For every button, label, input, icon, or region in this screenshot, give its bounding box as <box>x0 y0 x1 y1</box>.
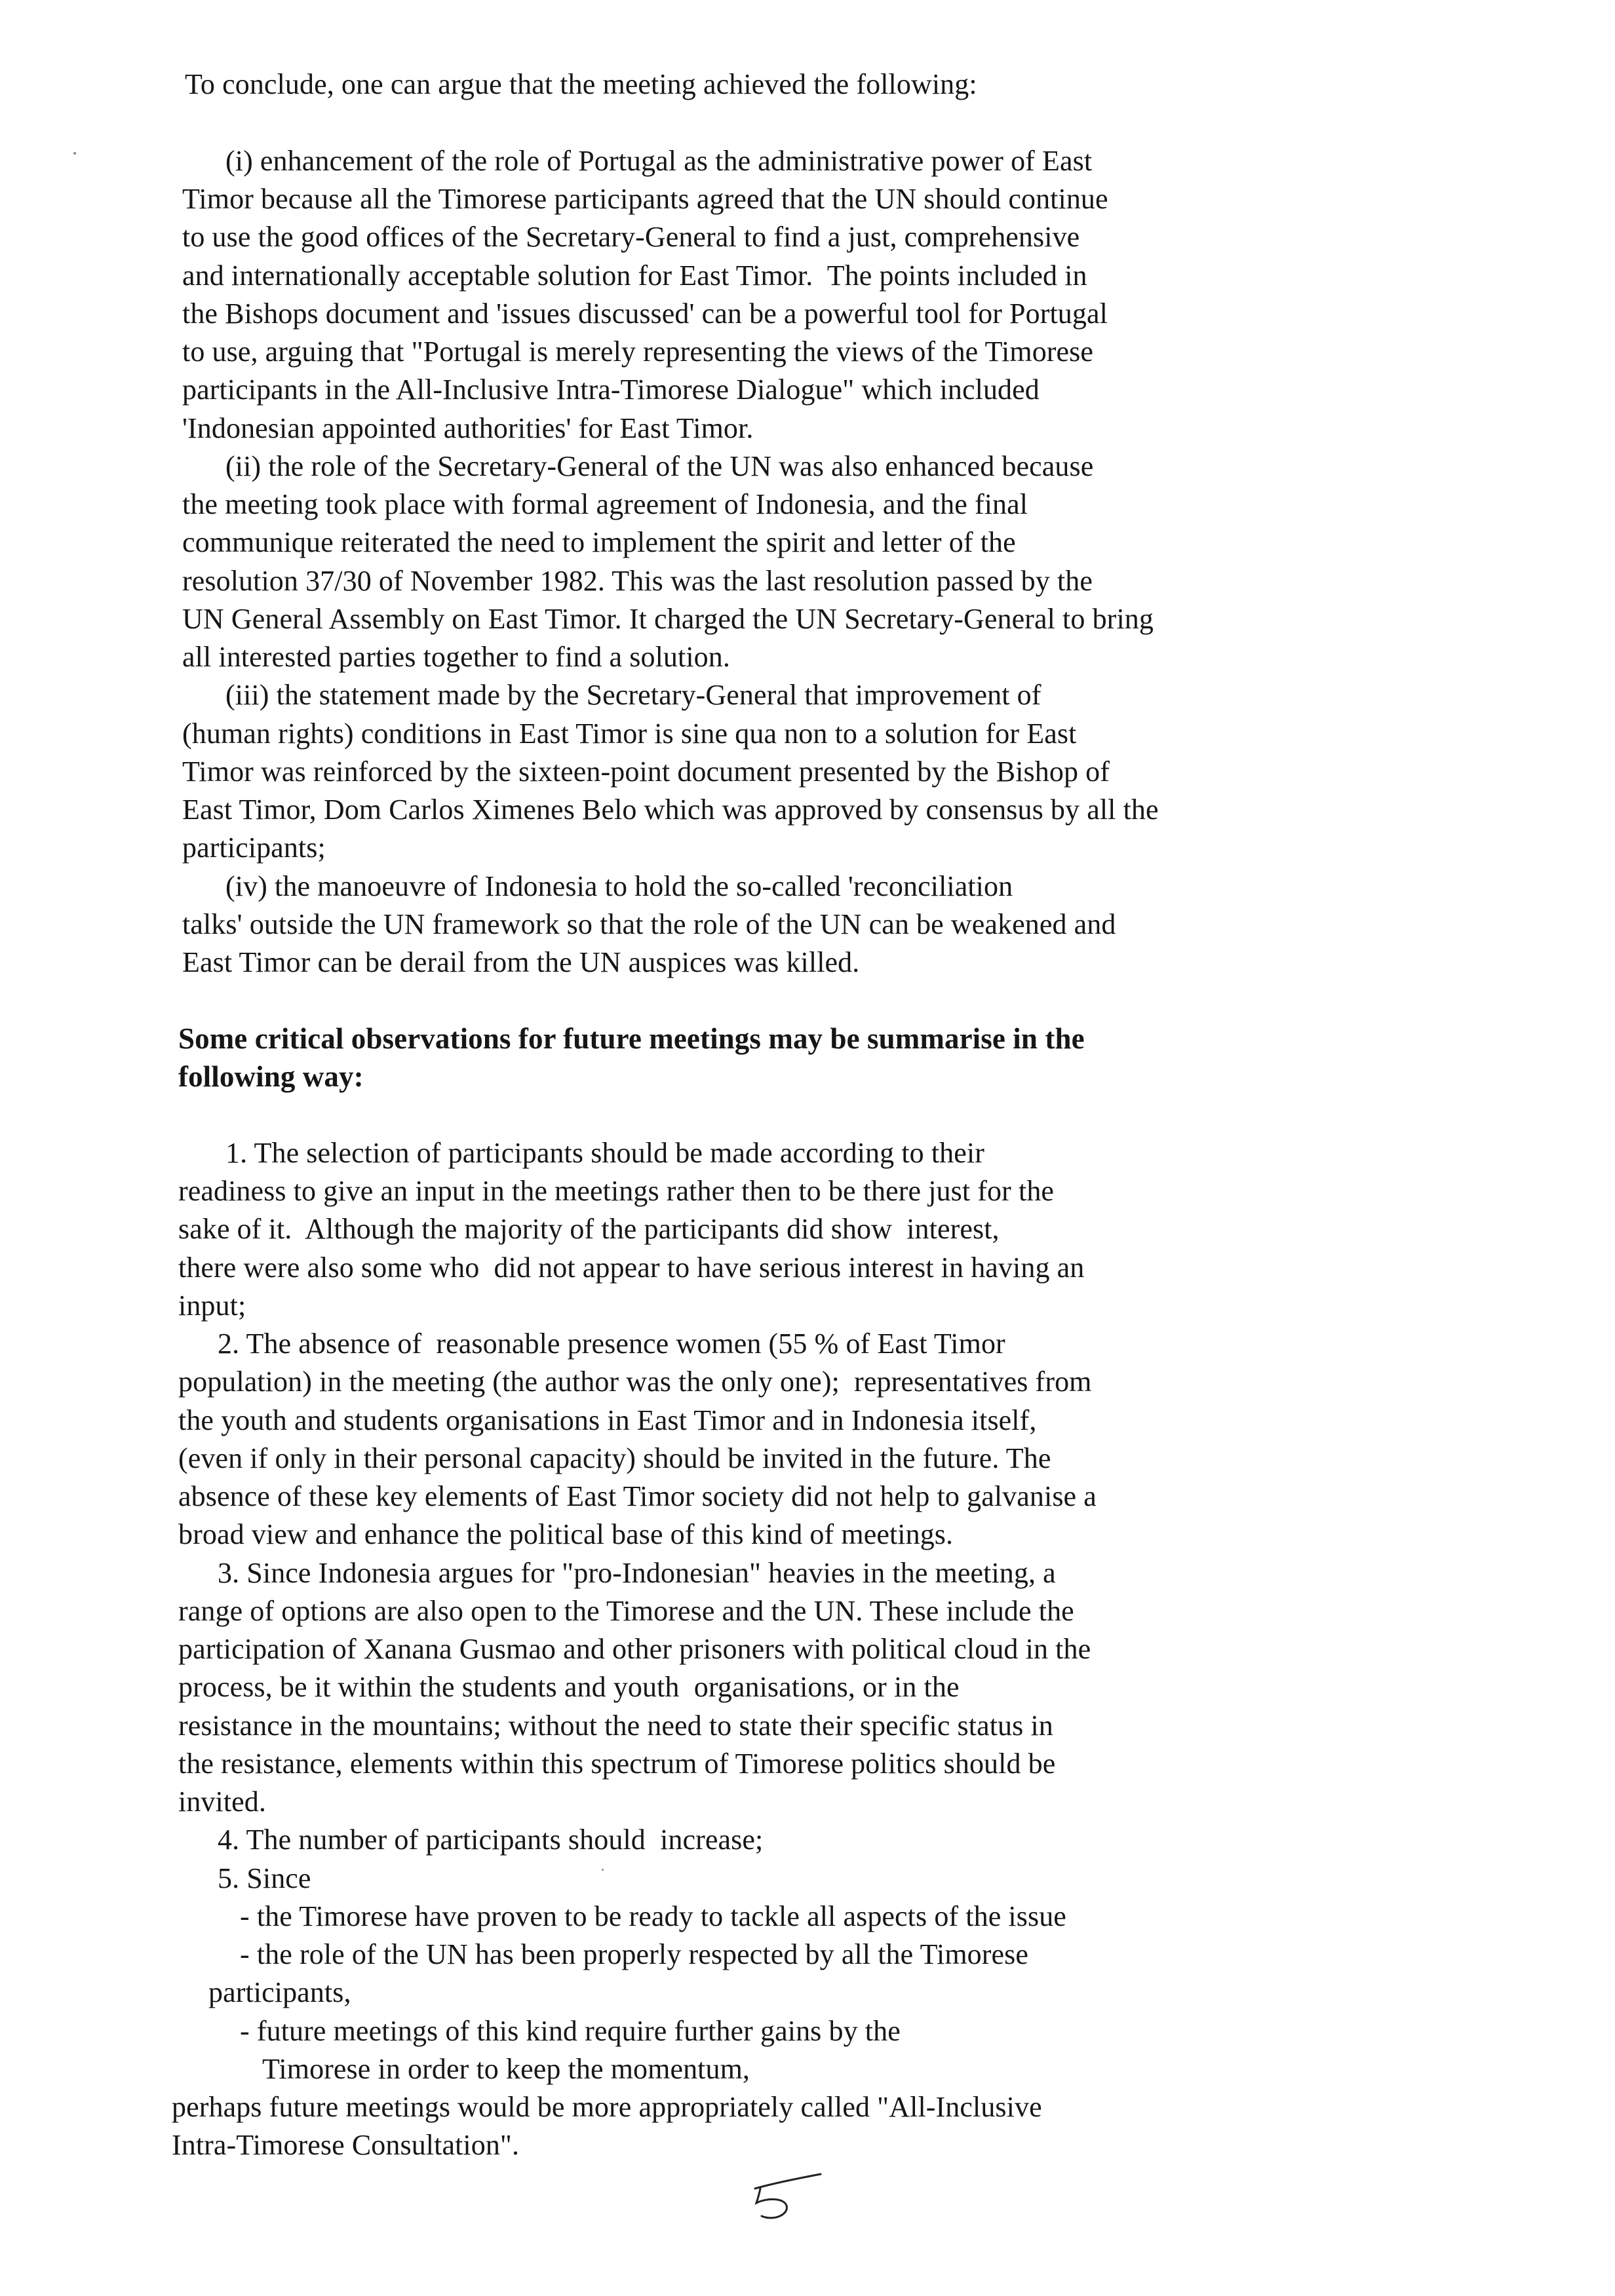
observation-1-line-5: input; <box>178 1290 246 1322</box>
point-i-line-2: Timor because all the Timorese participants agreed that the UN should continue <box>182 183 1108 215</box>
observation-5-dash-3-cont: Timorese in order to keep the momentum, <box>262 2053 750 2085</box>
observation-2-line-6: broad view and enhance the political base of this kind of meetings. <box>178 1518 954 1550</box>
point-i-line-3: to use the good offices of the Secretary-General to find a just, comprehensive <box>182 221 1080 253</box>
point-i-line-1: (i) enhancement of the role of Portugal as the administrative power of East <box>225 145 1093 177</box>
observation-5-dash-2-cont: participants, <box>208 1976 351 2008</box>
observation-5-dash-2: - the role of the UN has been properly respected by all the Timorese <box>240 1938 1029 1970</box>
point-iii-line-1: (iii) the statement made by the Secretary-General that improvement of <box>225 679 1041 711</box>
observation-3-line-7: invited. <box>178 1786 267 1818</box>
observation-5-dash-1: - the Timorese have proven to be ready to tackle all aspects of the issue <box>240 1900 1066 1932</box>
point-ii-line-4: resolution 37/30 of November 1982. This was the last resolution passed by the <box>182 565 1093 597</box>
observation-1-line-4: there were also some who did not appear to have serious interest in having an <box>178 1252 1085 1284</box>
point-i-line-6: to use, arguing that "Portugal is merely representing the views of the Timorese <box>182 335 1094 368</box>
point-ii-line-2: the meeting took place with formal agreement of Indonesia, and the final <box>182 488 1028 520</box>
handwritten-page-number-icon <box>741 2169 832 2228</box>
point-i-line-7: participants in the All-Inclusive Intra-Timorese Dialogue" which included <box>182 373 1040 406</box>
conclusion-intro: To conclude, one can argue that the meeting achieved the following: <box>185 68 977 100</box>
observation-1-line-2: readiness to give an input in the meetings rather then to be there just for the <box>178 1175 1055 1207</box>
closing-line-1: perhaps future meetings would be more appropriately called "All-Inclusive <box>172 2091 1042 2123</box>
observation-3-line-4: process, be it within the students and youth organisations, or in the <box>178 1671 960 1703</box>
observation-3-line-5: resistance in the mountains; without the need to state their specific status in <box>178 1710 1053 1742</box>
point-ii-line-5: UN General Assembly on East Timor. It charged the UN Secretary-General to bring <box>182 603 1154 635</box>
observation-3-line-6: the resistance, elements within this spectrum of Timorese politics should be <box>178 1748 1056 1780</box>
point-iv-line-1: (iv) the manoeuvre of Indonesia to hold the so-called 'reconciliation <box>225 870 1013 902</box>
point-iii-line-4: East Timor, Dom Carlos Ximenes Belo which was approved by consensus by all the <box>182 794 1159 826</box>
point-ii-line-1: (ii) the role of the Secretary-General of the UN was also enhanced because <box>225 450 1094 482</box>
observation-3-line-3: participation of Xanana Gusmao and other prisoners with political cloud in the <box>178 1633 1091 1665</box>
scan-speck <box>73 152 76 155</box>
observation-5-intro: 5. Since <box>218 1862 311 1894</box>
point-iv-line-3: East Timor can be derail from the UN auspices was killed. <box>182 946 860 978</box>
point-ii-line-3: communique reiterated the need to implement the spirit and letter of the <box>182 526 1016 558</box>
section-heading-line-2: following way: <box>178 1060 364 1093</box>
observation-3-line-1: 3. Since Indonesia argues for "pro-Indonesian" heavies in the meeting, a <box>218 1557 1056 1589</box>
observation-2-line-2: population) in the meeting (the author was the only one); representatives from <box>178 1366 1092 1398</box>
observation-3-line-2: range of options are also open to the Timorese and the UN. These include the <box>178 1595 1074 1627</box>
observation-2-line-5: absence of these key elements of East Timor society did not help to galvanise a <box>178 1480 1097 1512</box>
observation-2-line-1: 2. The absence of reasonable presence women (55 % of East Timor <box>218 1328 1005 1360</box>
observation-5-dash-3: - future meetings of this kind require further gains by the <box>240 2015 901 2047</box>
closing-line-2: Intra-Timorese Consultation". <box>172 2129 520 2161</box>
section-heading-line-1: Some critical observations for future meetings may be summarise in the <box>178 1022 1085 1055</box>
point-iii-line-5: participants; <box>182 832 326 864</box>
point-iii-line-3: Timor was reinforced by the sixteen-point document presented by the Bishop of <box>182 756 1110 788</box>
point-i-line-8: 'Indonesian appointed authorities' for East Timor. <box>182 412 754 444</box>
point-iv-line-2: talks' outside the UN framework so that the role of the UN can be weakened and <box>182 908 1116 940</box>
observation-4: 4. The number of participants should increase; <box>218 1824 764 1856</box>
scan-speck <box>602 1869 604 1871</box>
observation-1-line-3: sake of it. Although the majority of the participants did show interest, <box>178 1213 1000 1245</box>
point-i-line-5: the Bishops document and 'issues discussed' can be a powerful tool for Portugal <box>182 297 1108 330</box>
observation-2-line-3: the youth and students organisations in East Timor and in Indonesia itself, <box>178 1404 1037 1436</box>
observation-1-line-1: 1. The selection of participants should be made according to their <box>225 1137 984 1169</box>
point-ii-line-6: all interested parties together to find a solution. <box>182 641 730 673</box>
point-iii-line-2: (human rights) conditions in East Timor is sine qua non to a solution for East <box>182 718 1077 750</box>
observation-2-line-4: (even if only in their personal capacity) should be invited in the future. The <box>178 1442 1051 1474</box>
point-i-line-4: and internationally acceptable solution for East Timor. The points included in <box>182 259 1087 292</box>
